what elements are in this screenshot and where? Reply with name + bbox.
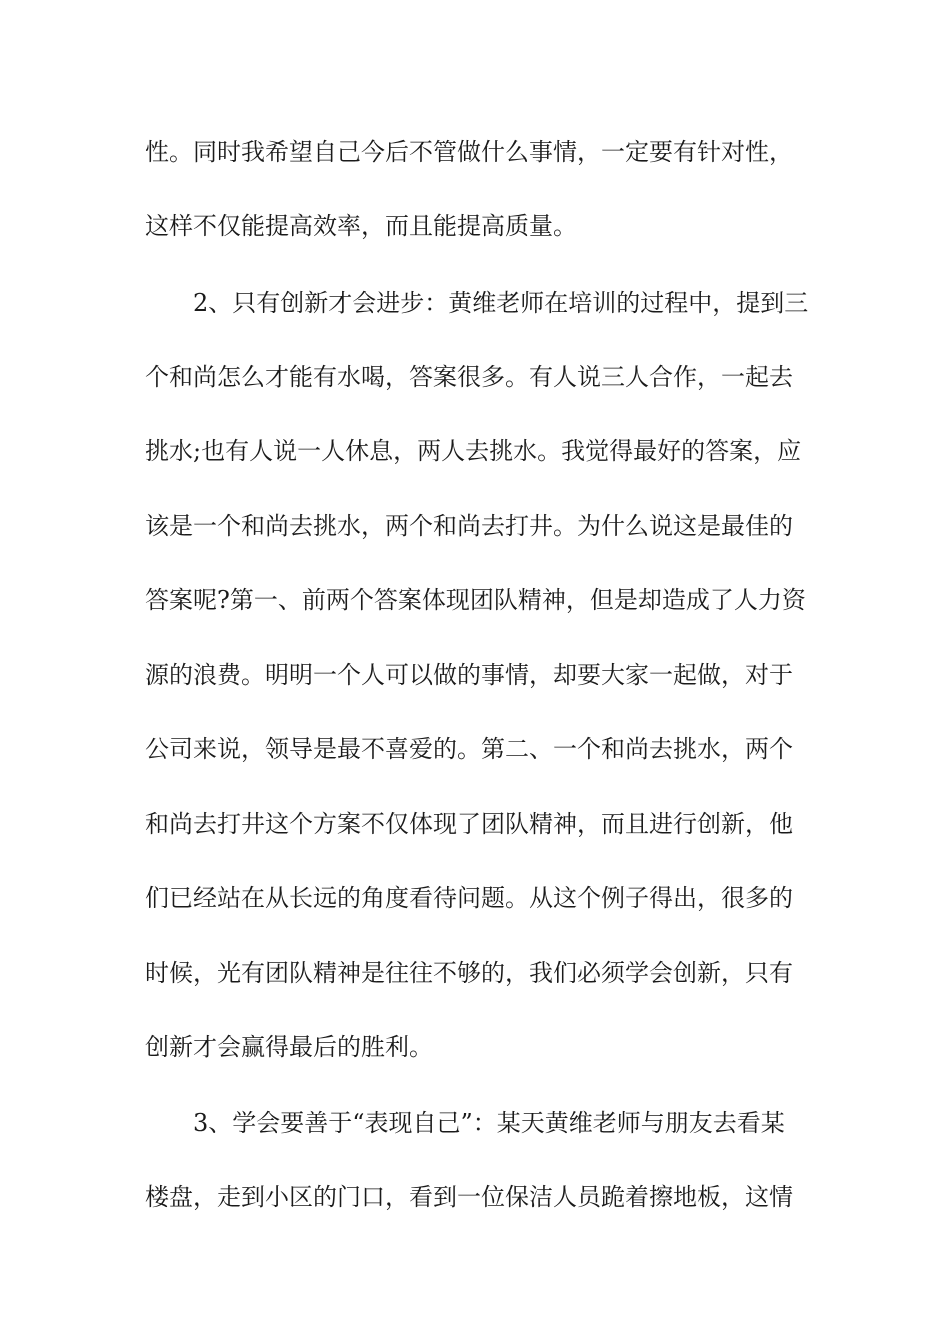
text-line: 创新才会赢得最后的胜利。: [145, 1033, 433, 1061]
text-line: 公司来说，领导是最不喜爱的。第二、一个和尚去挑水，两个: [145, 735, 793, 763]
text-line: 性。同时我希望自己今后不管做什么事情，一定要有针对性，: [145, 138, 793, 166]
text-line: 时候，光有团队精神是往往不够的，我们必须学会创新，只有: [145, 959, 793, 987]
text-line: 源的浪费。明明一个人可以做的事情，却要大家一起做，对于: [145, 661, 793, 689]
text-line: 这样不仅能提高效率，而且能提高质量。: [145, 212, 577, 240]
text-line: 们已经站在从长远的角度看待问题。从这个例子得出，很多的: [145, 884, 793, 912]
text-line: 个和尚怎么才能有水喝，答案很多。有人说三人合作，一起去: [145, 363, 793, 391]
text-line: 挑水;也有人说一人休息，两人去挑水。我觉得最好的答案，应: [145, 437, 802, 465]
text-line: 和尚去打井这个方案不仅体现了团队精神，而且进行创新，他: [145, 810, 793, 838]
text-line: 答案呢?第一、前两个答案体现团队精神，但是却造成了人力资: [145, 586, 806, 614]
text-line: 该是一个和尚去挑水，两个和尚去打井。为什么说这是最佳的: [145, 512, 793, 540]
paragraph-heading-2: 2、只有创新才会进步：黄维老师在培训的过程中，提到三: [193, 289, 809, 317]
paragraph-heading-3: 3、学会要善于“表现自己”：某天黄维老师与朋友去看某: [193, 1109, 785, 1137]
text-line: 楼盘，走到小区的门口，看到一位保洁人员跪着擦地板，这情: [145, 1183, 793, 1211]
